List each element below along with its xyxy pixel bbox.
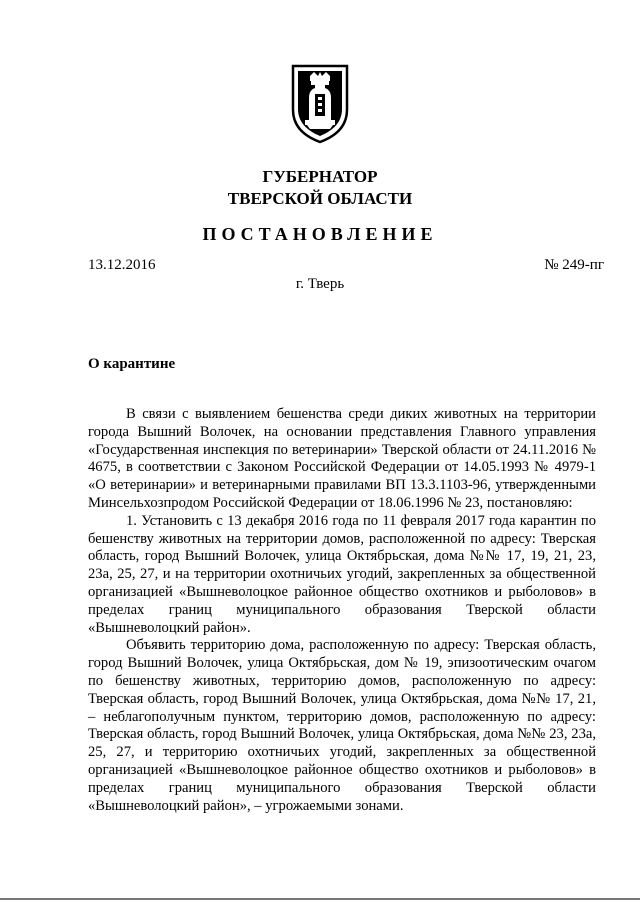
document-date: 13.12.2016 [88, 257, 156, 273]
document-type: ПОСТАНОВЛЕНИЕ [202, 224, 438, 244]
document-number: № 249-пг [544, 257, 604, 273]
document-body [88, 406, 596, 815]
issuer-region: ТВЕРСКОЙ ОБЛАСТИ [227, 189, 413, 208]
page-bottom-edge [0, 898, 640, 900]
document-city: г. Тверь [295, 276, 345, 292]
paragraph-zones: Объявить территорию дома, расположенную по адресу: Тверская область, город Вышний Волочек, улица Октябрьская, дом № 19, эпизоотическим очагом по бешенству животных, территорию домов, расположенную по адресу: Тверская область, город Вышний Волочек, улица Октябрьская, дома №№ 17, 21, – неблагополучным пунктом, территорию домов, расположенную по адресу: Тверская область, город Вышний Волочек, улица Октябрьская, дома №№ 23, 23а, 25, 27, и территорию охотничьих угодий, закрепленных за общественной организацией «Вышневолоцкое районное общество охотников и рыболовов» в пределах границ муниципального образования Тверской области «Вышневолоцкий район», – угрожаемыми зонами. [88, 637, 596, 814]
issuer-title: ГУБЕРНАТОР [262, 167, 378, 186]
document-subject: О карантине [88, 356, 176, 372]
paragraph-preamble: В связи с выявлением бешенства среди диких животных на территории города Вышний Волочек, на основании представления Главного управления «Государственная инспекция по ветеринарии» Тверской области от 24.11.2016 № 4675, в соответствии с Законом Российской Федерации от 14.05.1993 № 4979-1 «О ветеринарии» и ветеринарными правилами ВП 13.3.1103-96, утвержденными Минсельхозпродом Российской Федерации от 18.06.1996 № 23, постановляю: [88, 406, 596, 511]
paragraph-item-1: 1. Установить с 13 декабря 2016 года по 11 февраля 2017 года карантин по бешенству животных на территории домов, расположенной по адресу: Тверская область, город Вышний Волочек, улица Октябрьская, дома №№ 17, 19, 21, 23, 23а, 25, 27, и на территории охотничьих угодий, закрепленных за общественной организацией «Вышневолоцкое районное общество охотников и рыболовов» в пределах границ муниципального образования Тверской области «Вышневолоцкий район». [88, 512, 596, 636]
tver-coat-of-arms-icon [289, 62, 351, 144]
